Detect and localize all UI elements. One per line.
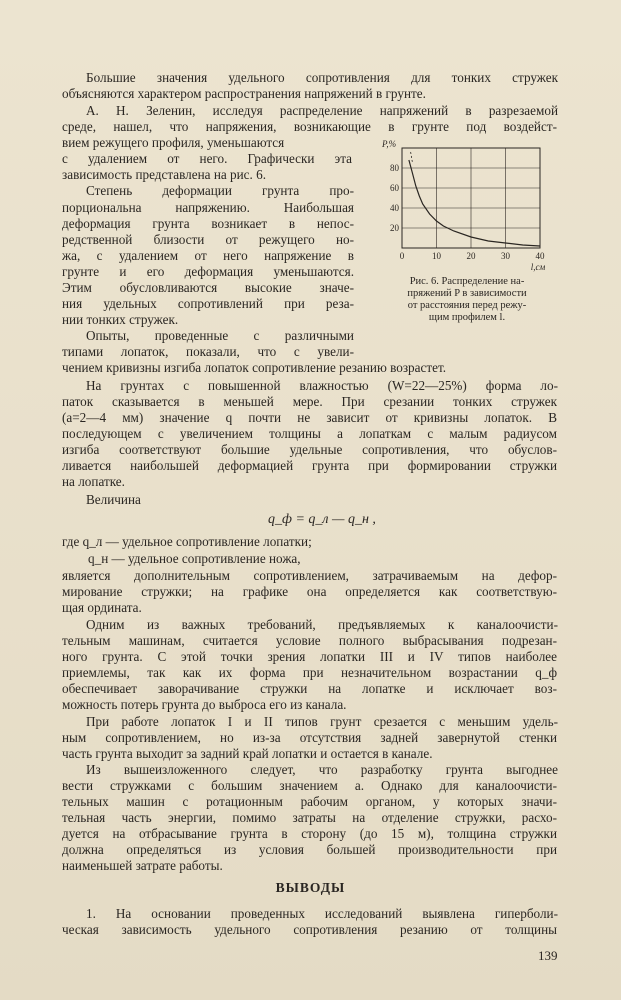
text-line: где q_л — удельное сопротивление лопатки; [62,534,312,549]
text-line: зависимость представлена на рис. 6. [62,167,267,182]
curve-tick-mark [411,152,413,162]
text-line: среде, нашел, что напряжения, возникающие в грунте под воздейст- [62,119,557,134]
y-tick-label: 60 [390,183,399,193]
text-line: Опыты, проведенные с различными [86,328,354,343]
x-axis-label: l,см [530,262,546,272]
text-line: Степень деформации грунта про- [86,183,354,198]
text-line: приемлемы, так как их форма при незначительном возрастании q_ф [62,665,557,680]
text-line: вести стружками с большим значением a. Однако для каналоочисти- [62,778,557,793]
text-line: 1. На основании проведенных исследований выявлена гиперболи- [86,906,558,921]
text-line: на лопатке. [62,474,125,489]
text-line: Одним из важных требований, предъявляемых к каналоочисти- [86,617,558,632]
section-heading: ВЫВОДЫ [275,880,346,895]
text-line: дуется на отбрасывание грунта в сторону (до 15 м), толщина стружки [62,826,557,841]
text-line: объясняются характером распространения напряжений в грунте. [62,86,426,101]
text-line: грунте и его деформация уменьшаются. [62,264,354,279]
figure-caption: пряжений P в зависимости [407,288,527,299]
text-line: изгиба соответствуют большие удельные сопротивления, что обуслов- [62,442,557,457]
text-line: паток сказывается в меньшей мере. При срезании тонких стружек [62,394,557,409]
figure-caption: Рис. 6. Распределение на- [409,276,525,287]
text-line: редственной близости от режущего но- [62,232,354,247]
text-line: является дополнительным сопротивлением, затрачиваемым на дефор- [62,568,557,583]
text-line: ливается наибольшей деформацией грунта при формировании стружки [62,458,557,473]
x-tick-label: 20 [466,251,476,261]
stress-curve [409,160,540,246]
text-line: тельная часть энергии, помимо затраты на отделение стружки, расхо- [62,810,557,825]
text-line: q_н — удельное сопротивление ножа, [88,551,301,566]
y-tick-label: 20 [390,223,399,233]
text-line: тельным машинам, считается условие полного выбрасывания подрезан- [62,633,557,648]
text-line: Большие значения удельного сопротивления для тонких стружек [86,70,558,85]
text-line: Величина [86,492,141,507]
text-line: Этим обусловливаются высокие значе- [62,280,354,295]
text-line: При работе лопаток I и II типов грунт срезается с меньшим удель- [86,714,558,729]
text-line: На грунтах с повышенной влажностью (W=22—25%) форма ло- [86,378,558,393]
page-number: 139 [538,948,558,963]
text-line: ческая зависимость удельного сопротивления резанию от толщины [62,922,557,937]
text-line: обеспечивает заворачивание стружки на лопатке и исключает воз- [62,681,557,696]
text-line: ного грунта. С этой точки зрения лопатки III и IV типов наиболее [62,649,557,664]
text-line: последующем с увеличением толщины a лопаткам с малым радиусом [62,426,557,441]
text-line: А. Н. Зеленин, исследуя распределение напряжений в разрезаемой [86,103,558,118]
x-tick-label: 40 [535,251,545,261]
text-line: чением кривизны изгиба лопаток сопротивление резанию возрастет. [62,360,447,375]
figure-caption: щим профилем l. [428,312,506,323]
text-line: можность потерь грунта до выброса его из канала. [62,697,347,712]
text-line: деформация грунта возникает в непос- [62,216,354,231]
text-line: ным сопротивлением, но из-за отсутствия задней завернутой стенки [62,730,557,745]
text-line: нии тонких стружек. [62,312,179,327]
text-line: ния удельных сопротивлений при реза- [62,296,354,311]
x-tick-label: 10 [432,251,441,261]
text-line: тельных машин с ротационным рабочим органом, у которых значи- [62,794,557,809]
y-tick-label: 80 [390,163,399,173]
text-line: жа, с удалением от него напряжение в [62,248,354,263]
text-line: Из вышеизложенного следует, что разработку грунта выгоднее [86,762,558,777]
text-line: должна определяться из условия большей производительности при [62,842,557,857]
text-line: с удалением от него. Графически эта [62,151,352,166]
y-axis-label: P,% [382,139,397,149]
text-line: мирование стружки; на графике она определяется как соответствую- [62,584,557,599]
formula: q_ф = q_л — q_н , [268,512,376,527]
figure-chart [378,138,560,278]
figure-caption: от расстояния перед режу- [407,300,527,311]
text-line: щая ордината. [62,600,142,615]
text-line: порциональна напряжению. Наибольшая [62,200,354,215]
x-tick-label: 0 [399,251,405,261]
text-line: часть грунта выходит за задний край лопатки и остается в канале. [62,746,433,761]
y-tick-label: 40 [390,203,399,213]
figure [378,138,560,358]
text-line: типами лопаток, показали, что с увели- [62,344,354,359]
text-line: (a=2—4 мм) значение q почти не зависит от кривизны лопаток. В [62,410,557,425]
x-tick-label: 30 [501,251,510,261]
text-line: вием режущего профиля, уменьшаются [62,135,285,150]
text-line: наименьшей затрате работы. [62,858,223,873]
